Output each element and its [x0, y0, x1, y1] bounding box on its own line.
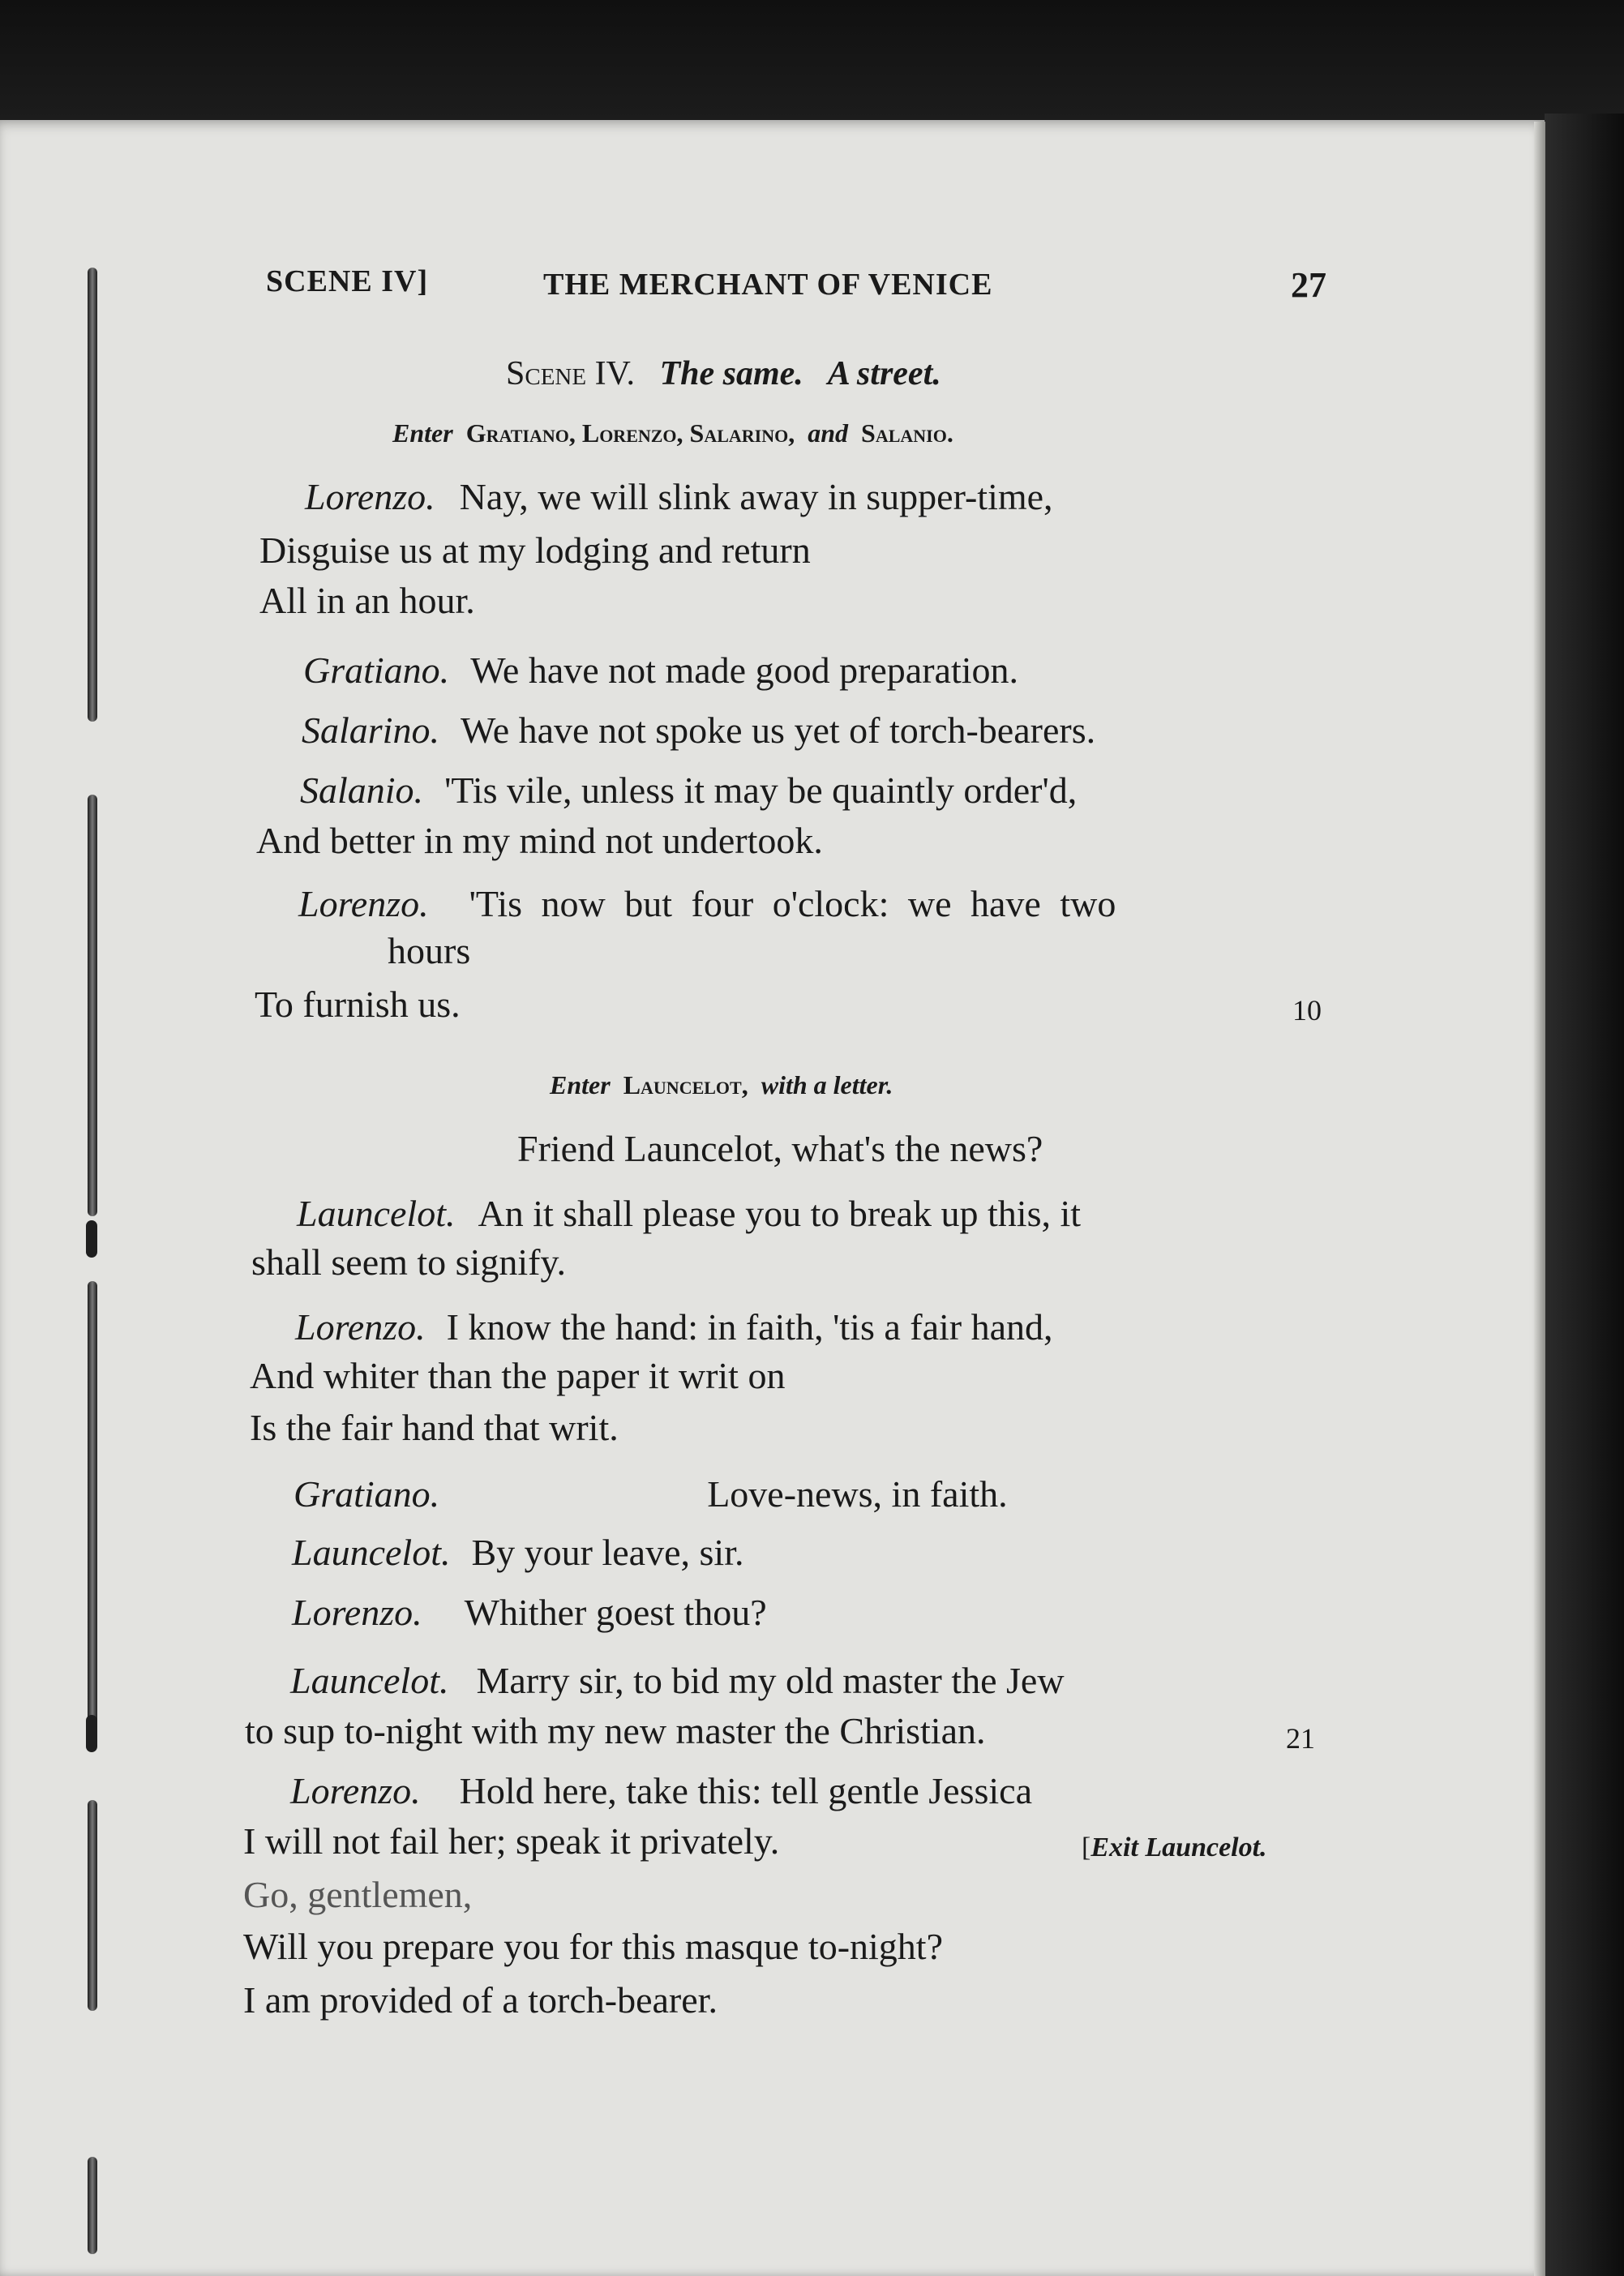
- entering-last-character: Salanio.: [861, 418, 953, 448]
- speech-line: [292, 1534, 743, 1571]
- speech-line: Disguise us at my lodging and return: [259, 529, 811, 571]
- speech-line: [295, 1306, 1053, 1348]
- speech-line: [290, 1772, 1032, 1810]
- speaker-name: Lorenzo.: [305, 476, 435, 517]
- and-word: and: [808, 418, 849, 448]
- speaker-name: Launcelot.: [297, 1193, 456, 1234]
- speech-text: An it shall please you to break up this, it: [478, 1193, 1082, 1234]
- speech-text: Hold here, take this: tell gentle Jessica: [459, 1770, 1033, 1811]
- speaker-name: Lorenzo.: [298, 883, 429, 924]
- scene-place: The same. A street.: [659, 355, 941, 392]
- exit-bracket: [: [1082, 1832, 1091, 1862]
- entering-character: Launcelot,: [623, 1070, 748, 1099]
- speaker-name: Gratiano.: [303, 649, 450, 691]
- stage-direction-rest: with a letter.: [761, 1070, 893, 1099]
- scan-top-background: [0, 0, 1624, 122]
- binding-marks: [75, 130, 117, 2270]
- scene-label: Scene IV.: [506, 355, 635, 392]
- exit-text: Exit Launcelot.: [1091, 1832, 1267, 1862]
- speech-line: All in an hour.: [259, 580, 475, 621]
- speech-text: Nay, we will slink away in supper-time,: [459, 476, 1053, 517]
- speech-line: I will not fail her; speak it privately.: [243, 1820, 780, 1862]
- speech-line: [290, 1662, 1065, 1699]
- speech-text: By your leave, sir.: [471, 1532, 744, 1573]
- line-number: 21: [1286, 1722, 1315, 1755]
- speech-line: [302, 709, 1096, 751]
- enter-word: Enter: [392, 418, 453, 448]
- speech-text: 'Tis vile, unless it may be quaintly order'd,: [444, 769, 1078, 811]
- speaker-name: Gratiano.: [294, 1473, 440, 1515]
- speech-line: [298, 885, 1116, 923]
- line-number: 10: [1292, 994, 1322, 1027]
- stage-direction-exit: [1082, 1834, 1267, 1862]
- speech-line: shall seem to signify.: [251, 1241, 566, 1283]
- speech-line: To furnish us.: [255, 984, 461, 1025]
- speech-text: I know the hand: in faith, 'tis a fair hand,: [446, 1306, 1053, 1348]
- speech-line: to sup to-night with my new master the Christian.: [245, 1710, 986, 1751]
- speech-line: Friend Launcelot, what's the news?: [517, 1128, 1043, 1169]
- speaker-name: Launcelot.: [292, 1532, 451, 1573]
- speech-text: Love-news, in faith.: [707, 1473, 1008, 1515]
- page-edge-shadow: [1534, 122, 1545, 2276]
- speech-text: Marry sir, to bid my old master the Jew: [476, 1660, 1065, 1701]
- speaker-name: Lorenzo.: [295, 1306, 426, 1348]
- speech-line: [297, 1195, 1081, 1232]
- speech-text: We have not made good preparation.: [470, 649, 1019, 691]
- speaker-name: Salarino.: [302, 709, 439, 751]
- speech-line: Will you prepare you for this masque to-night?: [243, 1926, 943, 1967]
- speech-line: Go, gentlemen,: [243, 1874, 473, 1915]
- speaker-name: Salanio.: [300, 769, 424, 811]
- speech-line: [294, 1473, 1008, 1515]
- speech-line: [303, 649, 1019, 691]
- speech-text: We have not spoke us yet of torch-bearers.: [460, 709, 1096, 751]
- speaker-name: Lorenzo.: [292, 1592, 422, 1633]
- speech-line: I am provided of a torch-bearer.: [243, 1979, 718, 2021]
- stage-direction-enter: [392, 420, 953, 446]
- page-number: 27: [1291, 265, 1326, 305]
- stage-direction-enter: [550, 1072, 893, 1098]
- speech-text: 'Tis now but four o'clock: we have two: [469, 883, 1116, 924]
- speaker-name: Lorenzo.: [290, 1770, 421, 1811]
- speech-text: Whither goest thou?: [464, 1592, 767, 1633]
- speech-line: Is the fair hand that writ.: [250, 1407, 619, 1448]
- enter-word: Enter: [550, 1070, 611, 1099]
- speech-line: [300, 769, 1078, 811]
- running-head-title: THE MERCHANT OF VENICE: [543, 268, 993, 302]
- speaker-name: Launcelot.: [290, 1660, 449, 1701]
- running-head-scene: SCENE IV]: [266, 264, 429, 298]
- speech-line: hours: [388, 930, 471, 971]
- speech-line: And whiter than the paper it writ on: [250, 1355, 786, 1396]
- speech-line: [305, 478, 1053, 516]
- scan-right-background: [1545, 114, 1624, 2276]
- speech-line: [292, 1594, 767, 1631]
- scene-heading: [506, 357, 941, 391]
- speech-line: And better in my mind not undertook.: [256, 820, 823, 861]
- entering-characters: Gratiano, Lorenzo, Salarino,: [465, 418, 795, 448]
